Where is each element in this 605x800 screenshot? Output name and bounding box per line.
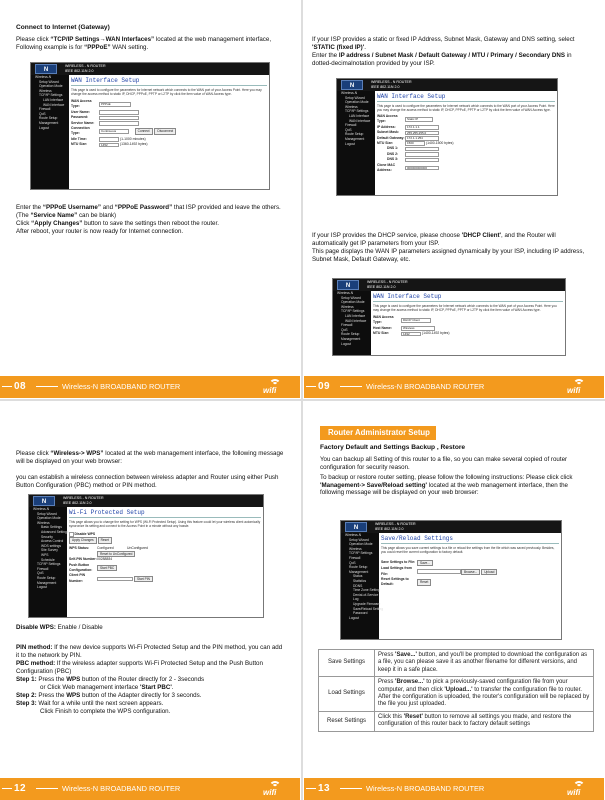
connect-button[interactable]: Connect [135, 128, 153, 134]
wan-type-select[interactable]: PPPoE [99, 102, 131, 107]
router-screenshot-save-reload: N WIRELESS - N ROUTER IEEE 802.11N 2.0 Wireless-N Setup Wizard Operation Mode Wireless TCP/IP Settings Firewall QoS Route Setup Management Status Statistics DDNS Time Zone Setting Denial-of-Service Log Upgrade Firmware Save/Reload Setting Password Logout Save/Reload Settings This page allows you save current settings to a file or reload the settings from the file which was saved previously. Besides, you could reset the current configuration to factory default. Save Settings to File: Save... Load Settings from File: Browse... Upload Reset Settings to Default: Reset [340, 520, 562, 640]
footer-title: Wireless-N BROADBAND ROUTER [62, 784, 181, 793]
paragraph-backup: You can backup all Setting of this router to a file, so you can make several copied of router configuration for security reason. [320, 456, 568, 471]
footer-title: Wireless-N BROADBAND ROUTER [366, 382, 485, 391]
paragraph-dhcp-info: This page displays the WAN IP parameters assigned dynamically by your ISP, including IP address, Subnet Mask, Default Gateway, etc. [312, 248, 585, 263]
step-1-alt: or Click Web management interface 'Start PBC'. [40, 684, 174, 691]
section-banner: Router Administrator Setup [320, 426, 436, 440]
wan-type-select[interactable]: DHCP Client [401, 318, 431, 323]
section-subhead: Factory Default and Settings Backup , Restore [320, 444, 466, 451]
page-footer [0, 376, 300, 398]
mtu-field[interactable]: 1500 [405, 141, 425, 146]
pbc-method: PBC method: If the wireless adapter supports Wi-Fi Protected Setup and the Push Button Configuration (PBC) [16, 660, 263, 675]
service-name-field[interactable] [99, 121, 139, 126]
page-13 [304, 402, 604, 800]
wan-type-select[interactable]: Static IP [405, 117, 433, 122]
router-screenshot-dhcp: N WIRELESS - N ROUTER IEEE 802.11N 2.0 Wireless-N Setup Wizard Operation Mode Wireless TCP/IP Settings LAN Interface WAN Interface Firewall QoS Route Setup Management Logout WAN Interface Setup This page is used to configure the parameters for Internet network which connects to the WAN port of your Access Point. Here you may change the access method to static IP, DHCP, PPPoE, PPTP or L2TP by click the item value of WAN Access type. WAN Access Type: DHCP Client Host Name: Wireless MTU Size: 1492 (1400-1492 bytes) [332, 278, 566, 356]
router-logo: N [35, 64, 57, 74]
step-2: Step 2: Press the WPS button of the Adapter directly for 3 seconds. [16, 692, 202, 699]
page-heading: Connect to Internet (Gateway) [16, 24, 110, 31]
page-number: 08 [14, 381, 27, 392]
client-pin-field[interactable] [97, 577, 133, 582]
intro-paragraph: Please click “TCP/IP Settings→WAN Interfaces” located at the web management interface, Following example is for “PPPoE” WAN setting. [16, 36, 272, 51]
footer-title: Wireless-N BROADBAND ROUTER [366, 784, 485, 793]
disconnect-button[interactable]: Disconnect [154, 128, 176, 134]
upload-button[interactable]: Upload [481, 569, 497, 575]
reset-button[interactable]: Reset [98, 537, 112, 543]
page-footer [304, 376, 604, 398]
table-row: Save Settings Press 'Save...' button, and you'll be prompted to download the configuration as a file, you can please save it as another filename for different versions, and keep it in a safe place. [319, 650, 594, 677]
page-12 [0, 402, 300, 800]
router-screenshot-wps: N WIRELESS - N ROUTER IEEE 802.11N 2.0 Wireless-N Setup Wizard Operation Mode Wireless Basic Settings Advanced Settings Security Access Control WDS settings Site Survey WPS Schedule TCP/IP Settings Firewall QoS Route Setup Management Logout Wi-Fi Protected Setup This page allows you to change the setting for WPS (Wi-Fi Protected Setup). Using this feature could let your wireless client automically syncronize its setting and connect to the Access Point in a minute without any hassle. Disable WPS Apply Changes Reset WPS Status: Configured UnConfigured Reset to UnConfigured Self-PIN Number: 00288884 Push Button Configuration: Start PBC Client PIN Number: Start PIN [28, 494, 264, 618]
dns3-field[interactable] [405, 158, 439, 163]
page-footer [304, 778, 604, 800]
dns2-field[interactable] [405, 152, 439, 157]
screen-title: WAN Interface Setup [71, 77, 267, 86]
mtu-field[interactable]: 1492 [401, 332, 421, 337]
reset-unconfigured-button[interactable]: Reset to UnConfigured [97, 551, 135, 557]
table-row: Reset Settings Click this 'Reset' button to remove all settings you made, and restore the configuration of this router back to factory default settings [319, 711, 594, 731]
paragraph-restore: To backup or restore router setting, please follow the following instructions: Please click click 'Management-> Save/Reload setting' located at the web management interface, then the following message will be displayed on your web browser: [320, 474, 573, 497]
paragraph-apply: Click “Apply Changes” button to save the settings then reboot the router. [16, 220, 219, 227]
subnet-mask-field[interactable]: 255.255.255.0 [405, 131, 439, 136]
page-number: 09 [318, 381, 331, 392]
start-pbc-button[interactable]: Start PBC [97, 565, 117, 571]
table-row: Load Settings Press 'Browse...' to pick a previously-saved configuration file from your computer, and then click 'Upload...' to transfer the configuration file to router. After the configuration is uploaded, the router's configuration will be replaced by the file you just uploaded. [319, 677, 594, 712]
page-number: 12 [14, 783, 27, 794]
page-number: 13 [318, 783, 331, 794]
gateway-field[interactable]: 172.1.1.254 [405, 136, 439, 141]
step-3-finish: Click Finish to complete the WPS configuration. [40, 708, 171, 715]
router-screenshot-pppoe: N WIRELESS - N ROUTER IEEE 802.11N 2.0 Wireless-N Setup Wizard Operation Mode Wireless TCP/IP Settings LAN Interface WAN Interface Firewall QoS Route Setup Management Logout WAN Interface Setup This page is used to configure the parameters for Internet network which connects to the WAN port of your Access Point. Here you may change the access method to static IP, DHCP, PPPoE, PPTP or L2TP by click the item value of WAN Access type. WAN Access Type: PPPoE User Name: Password: Service Name: Connection Type: Continuous Connect Disconnect Idle Time: (1-1000 minutes) MTU Size: 1452 (1360-1492 bytes) [30, 62, 270, 190]
save-button[interactable]: Save... [417, 560, 433, 566]
file-path-field[interactable] [417, 569, 461, 574]
clone-mac-field[interactable]: 000000000000 [405, 166, 439, 171]
pin-method: PIN method: If the new device supports Wi-Fi Protected Setup and the PIN method, you can add it to the network by PIN. [16, 644, 283, 659]
router-screenshot-static: N WIRELESS - N ROUTER IEEE 802.11N 2.0 Wireless-N Setup Wizard Operation Mode Wireless TCP/IP Settings LAN Interface WAN Interface Firewall QoS Route Setup Management Logout WAN Interface Setup This page is used to configure the parameters for Internet network which connects to the WAN port of your Access Point. Here you may change the access method to static IP, DHCP, PPPoE, PPTP or L2TP by click the item value of WAN Access type. WAN Access Type: Static IP IP Address: 172.1.1.1 Subnet Mask: 255.255.255.0 Default Gateway: 172.1.1.254 MTU Size: 1500 (1400-1500 bytes) DNS 1: DNS 2: DNS 3: Clone MAC Address: 000000000000 [336, 78, 558, 196]
idle-time-field[interactable] [99, 137, 119, 142]
wifi-logo-icon: wifi [564, 779, 594, 799]
paragraph-static-fields: Enter the IP address / Subnet Mask / Default Gateway / MTU / Primary / Secondary DNS in dotted-decimalnotation provided by your ISP. [312, 52, 572, 67]
start-pin-button[interactable]: Start PIN [134, 576, 153, 582]
footer-title: Wireless-N BROADBAND ROUTER [62, 382, 181, 391]
dns1-field[interactable] [405, 147, 439, 152]
paragraph-wps-intro: Please click “Wireless-> WPS” located at the web management interface, the following message will be displayed on your web browser: [16, 450, 284, 465]
page-footer [0, 778, 300, 800]
paragraph-pppoe: Enter the “PPPoE Username” and “PPPoE Password” that ISP provided and leave the others. (The “Service Name” can be blank) [16, 204, 281, 219]
host-name-field[interactable]: Wireless [401, 326, 435, 331]
reset-button[interactable]: Reset [417, 579, 431, 585]
browse-button[interactable]: Browse... [461, 569, 480, 575]
wifi-logo-icon: wifi [260, 377, 290, 397]
paragraph-reboot: After reboot, your router is now ready for Internet connection. [16, 228, 184, 235]
paragraph-wps-methods: you can establish a wireless connection between wireless adapter and Router using either Push Button Configuration (PBC) method or PIN method. [16, 474, 279, 489]
disable-wps-checkbox[interactable] [69, 532, 74, 537]
password-field[interactable] [99, 116, 139, 121]
step-3: Step 3: Wait for a while until the next screen appears. [16, 700, 164, 707]
paragraph-dhcp: If your ISP provides the DHCP service, please choose 'DHCP Client', and the Router will automatically get IP parameters from your ISP. [312, 232, 556, 247]
wifi-logo-icon: wifi [260, 779, 290, 799]
ip-address-field[interactable]: 172.1.1.1 [405, 125, 439, 130]
disable-wps-line: Disable WPS: Enable / Disable [16, 624, 103, 631]
mtu-field[interactable]: 1452 [99, 143, 119, 148]
horizontal-divider [0, 399, 605, 401]
page-09 [304, 0, 604, 398]
step-1: Step 1: Press the WPS button of the Router directly for 2 - 3seconds [16, 676, 205, 683]
username-field[interactable] [99, 110, 139, 115]
paragraph-static: If your ISP provides a static or fixed IP Address, Subnet Mask, Gateway and DNS setting, select 'STATIC (fixed IP)'. [312, 36, 575, 51]
wifi-logo-icon: wifi [564, 377, 594, 397]
settings-table [318, 649, 594, 732]
router-menu: Wireless-N Setup Wizard Operation Mode Wireless TCP/IP Settings LAN Interface WAN Interface Firewall QoS Route Setup Management Logout [31, 75, 69, 189]
apply-changes-button[interactable]: Apply Changes [69, 537, 97, 543]
page-08 [0, 0, 300, 398]
